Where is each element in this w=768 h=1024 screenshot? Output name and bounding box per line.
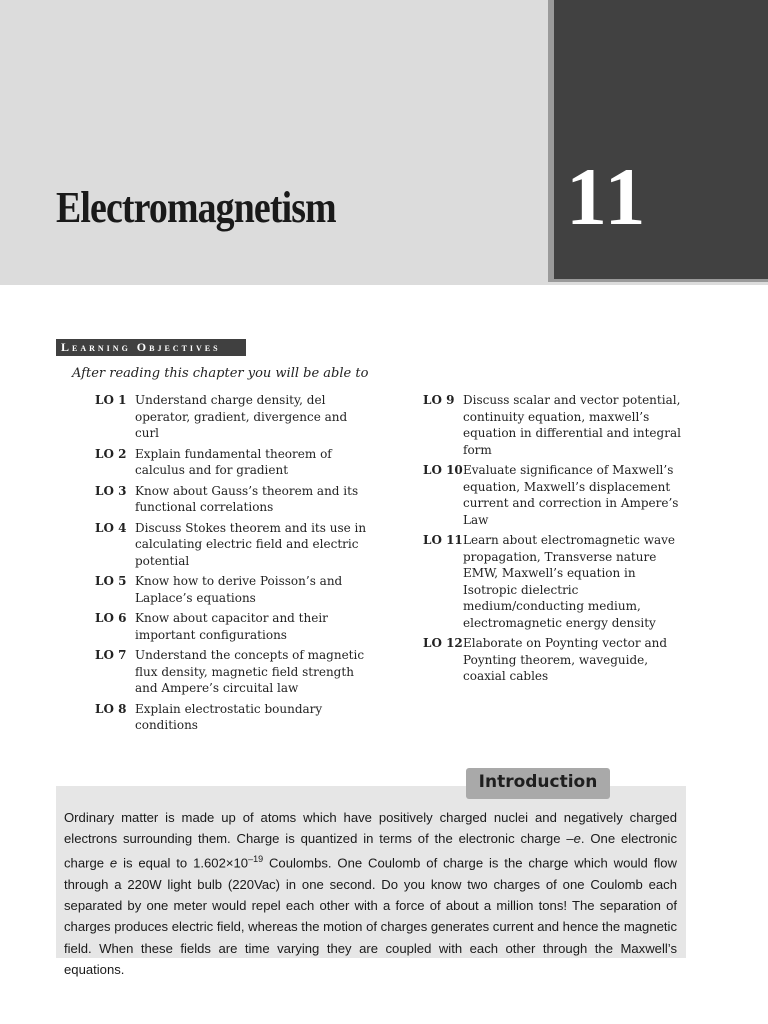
learning-objective-item xyxy=(95,392,375,442)
learning-objective-item xyxy=(423,635,693,685)
learning-objectives-heading: Learning Objectives xyxy=(61,340,221,354)
learning-objective-item xyxy=(95,520,375,570)
learning-objective-item xyxy=(423,462,693,528)
lo-code: LO 12 xyxy=(423,636,463,650)
learning-objective-item xyxy=(95,701,375,734)
lo-text: Explain electrostatic boundary conditions xyxy=(135,701,323,732)
lo-text: Discuss scalar and vector potential, continuity equation, maxwell’s equation in differential and integral form xyxy=(463,393,681,457)
lo-code: LO 5 xyxy=(95,574,127,588)
lo-text: Elaborate on Poynting vector and Poynting theorem, waveguide, coaxial cables xyxy=(463,636,668,683)
lo-text: Understand charge density, del operator, gradient, divergence and curl xyxy=(135,393,348,440)
lo-code: LO 9 xyxy=(423,393,455,407)
learning-objectives-intro: After reading this chapter you will be able to xyxy=(72,366,369,381)
lo-code: LO 8 xyxy=(95,701,127,716)
learning-objective-item xyxy=(423,532,693,631)
lo-text: Learn about electromagnetic wave propagation, Transverse nature EMW, Maxwell’s equation in Isotropic dielectric medium/conducting medium, electromagnetic energy density xyxy=(463,533,676,630)
lo-code: LO 7 xyxy=(95,648,127,662)
lo-text: Discuss Stokes theorem and its use in calculating electric field and electric potential xyxy=(135,520,367,568)
lo-code: LO 11 xyxy=(423,533,463,547)
chapter-title: Electromagnetism xyxy=(56,183,336,232)
intro-text-part: . One electronic charge xyxy=(64,831,677,871)
intro-text-part: is equal to 1.602×10 xyxy=(117,855,249,871)
electron-charge-symbol: e xyxy=(109,855,118,871)
intro-text-part: Coulombs. One Coulomb of charge is the charge which would flow through a 220W light bulb (220Vac) in one second. Do you know two charges of one Coulomb each separated by one meter would repel each other with a force of about a million tons! The separation of charges produces electric field, whereas the motion of charges generates current and hence the magnetic field. When these fields are time varying they are coupled with each other through the Maxwell’s equations. xyxy=(64,855,677,977)
lo-text: Know how to derive Poisson’s and Laplace’s equations xyxy=(135,574,343,605)
lo-text: Know about Gauss’s theorem and its functional correlations xyxy=(135,483,359,514)
learning-objectives-left-column xyxy=(95,392,375,738)
electron-charge-negative: –e xyxy=(566,831,581,847)
introduction-paragraph xyxy=(64,807,677,980)
lo-text: Understand the concepts of magnetic flux density, magnetic field strength and Ampere’s circuital law xyxy=(135,648,365,695)
introduction-heading: Introduction xyxy=(478,772,598,792)
lo-code: LO 10 xyxy=(423,463,463,477)
lo-code: LO 3 xyxy=(95,483,127,498)
learning-objectives-right-column xyxy=(423,392,693,689)
lo-code: LO 6 xyxy=(95,611,127,625)
lo-text: Explain fundamental theorem of calculus and for gradient xyxy=(135,446,332,477)
lo-text: Evaluate significance of Maxwell’s equation, Maxwell’s displacement current and correction in Ampere’s Law xyxy=(463,463,679,527)
learning-objective-item xyxy=(95,610,375,643)
intro-text-part: Ordinary matter is made up of atoms which have positively charged nuclei and negatively charged electrons surrounding them. Charge is quantized in terms of the electronic charge xyxy=(64,810,677,847)
lo-text: Know about capacitor and their important configurations xyxy=(135,611,328,642)
learning-objective-item xyxy=(95,446,375,479)
lo-code: LO 2 xyxy=(95,446,127,461)
learning-objective-item xyxy=(95,647,375,697)
lo-code: LO 4 xyxy=(95,520,127,535)
learning-objective-item xyxy=(95,573,375,606)
learning-objective-item xyxy=(95,483,375,516)
lo-code: LO 1 xyxy=(95,393,127,407)
learning-objective-item xyxy=(423,392,693,458)
chapter-number: 11 xyxy=(566,151,648,242)
exponent: –19 xyxy=(248,854,264,865)
